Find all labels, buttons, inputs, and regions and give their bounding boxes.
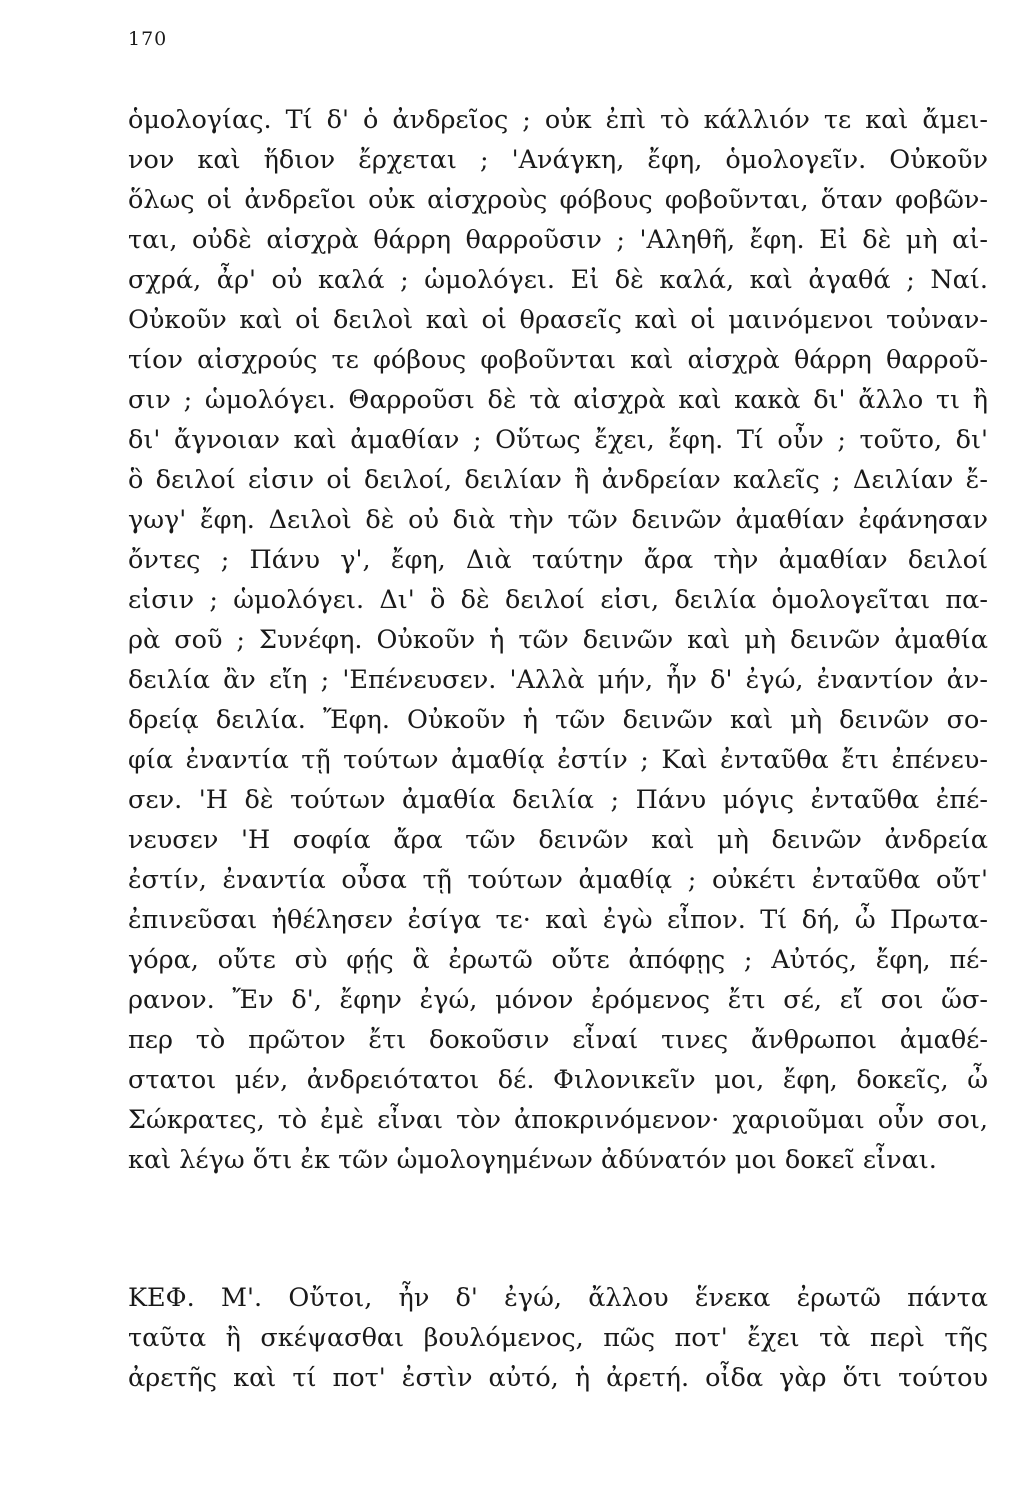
text-line: στατοι μέν, ἀνδρειότατοι δέ. Φιλονικεῖν μοι, ἔφη, δοκεῖς, ὦ [128, 1065, 988, 1095]
chapter-text-block [128, 1278, 988, 1398]
text-line: ὅλως οἱ ἀνδρεῖοι οὐκ αἰσχροὺς φόβους φοβοῦνται, ὅταν φοβῶν- [128, 185, 988, 215]
text-line: ἐπινεῦσαι ἠθέλησεν ἐσίγα τε· καὶ ἐγὼ εἶπον. Τί δή, ὦ Πρωτα- [128, 905, 988, 935]
text-line: ταῦτα ἢ σκέψασθαι βουλόμενος, πῶς ποτ' ἔχει τὰ περὶ τῆς [128, 1323, 988, 1353]
text-line: ἐστίν, ἐναντία οὖσα τῇ τούτων ἀμαθίᾳ ; οὐκέτι ἐνταῦθα οὔτ' [128, 865, 988, 895]
text-line: σχρά, ἆρ' οὐ καλά ; ὡμολόγει. Εἰ δὲ καλά, καὶ ἀγαθά ; Ναί. [128, 265, 988, 295]
text-line: ται, οὐδὲ αἰσχρὰ θάρρη θαρροῦσιν ; 'Αληθῆ, ἔφη. Εἰ δὲ μὴ αἰ- [128, 225, 988, 255]
text-line: νον καὶ ἥδιον ἔρχεται ; 'Ανάγκη, ἔφη, ὁμολογεῖν. Οὐκοῦν [128, 145, 988, 175]
text-line: εἰσιν ; ὡμολόγει. Δι' ὃ δὲ δειλοί εἰσι, δειλία ὁμολογεῖται πα- [128, 585, 988, 615]
text-line: γόρα, οὔτε σὺ φῄς ἃ ἐρωτῶ οὔτε ἀπόφῃς ; Αὐτός, ἔφη, πέ- [128, 945, 988, 975]
text-line: περ τὸ πρῶτον ἔτι δοκοῦσιν εἶναί τινες ἄνθρωποι ἀμαθέ- [128, 1025, 988, 1055]
text-line: Οὐκοῦν καὶ οἱ δειλοὶ καὶ οἱ θρασεῖς καὶ οἱ μαινόμενοι τοὐναν- [128, 305, 988, 335]
text-line: γωγ' ἔφη. Δειλοὶ δὲ οὐ διὰ τὴν τῶν δεινῶν ἀμαθίαν ἐφάνησαν [128, 505, 988, 535]
page-number: 170 [128, 28, 168, 50]
main-text-block [128, 100, 988, 1180]
text-line: Σώκρατες, τὸ ἐμὲ εἶναι τὸν ἀποκρινόμενον· χαριοῦμαι οὖν σοι, [128, 1105, 988, 1135]
text-line: δι' ἄγνοιαν καὶ ἀμαθίαν ; Οὕτως ἔχει, ἔφη. Τί οὖν ; τοῦτο, δι' [128, 425, 988, 455]
text-line: ὁμολογίας. Τί δ' ὁ ἀνδρεῖος ; οὐκ ἐπὶ τὸ κάλλιόν τε καὶ ἄμει- [128, 105, 988, 135]
text-line: ὄντες ; Πάνυ γ', ἔφη, Διὰ ταύτην ἄρα τὴν ἀμαθίαν δειλοί [128, 545, 988, 575]
text-line: σεν. 'Η δὲ τούτων ἀμαθία δειλία ; Πάνυ μόγις ἐνταῦθα ἐπέ- [128, 785, 988, 815]
text-line: δρείᾳ δειλία. Ἔφη. Οὐκοῦν ἡ τῶν δεινῶν καὶ μὴ δεινῶν σο- [128, 705, 988, 735]
text-line: σιν ; ὡμολόγει. Θαρροῦσι δὲ τὰ αἰσχρὰ καὶ κακὰ δι' ἄλλο τι ἢ [128, 385, 988, 415]
text-line: καὶ λέγω ὅτι ἐκ τῶν ὡμολογημένων ἀδύνατόν μοι δοκεῖ εἶναι. [128, 1145, 937, 1175]
text-line: ρὰ σοῦ ; Συνέφη. Οὐκοῦν ἡ τῶν δεινῶν καὶ μὴ δεινῶν ἀμαθία [128, 625, 988, 655]
text-line: ρανον. Ἔν δ', ἔφην ἐγώ, μόνον ἐρόμενος ἔτι σέ, εἴ σοι ὥσ- [128, 985, 988, 1015]
text-line: δειλία ἂν εἴη ; 'Επένευσεν. 'Αλλὰ μήν, ἦν δ' ἐγώ, ἐναντίον ἀν- [128, 665, 988, 695]
text-line: ἀρετῆς καὶ τί ποτ' ἐστὶν αὐτό, ἡ ἀρετή. οἶδα γὰρ ὅτι τούτου [128, 1363, 988, 1393]
text-line: τίον αἰσχρούς τε φόβους φοβοῦνται καὶ αἰσχρὰ θάρρη θαρροῦ- [128, 345, 988, 375]
text-line: φία ἐναντία τῇ τούτων ἀμαθίᾳ ἐστίν ; Καὶ ἐνταῦθα ἔτι ἐπένευ- [128, 745, 988, 775]
text-line: νευσεν 'Η σοφία ἄρα τῶν δεινῶν καὶ μὴ δεινῶν ἀνδρεία [128, 825, 988, 855]
text-line: ΚΕΦ. Μ'. Οὔτοι, ἦν δ' ἐγώ, ἄλλου ἕνεκα ἐρωτῶ πάντα [128, 1283, 988, 1313]
text-line: ὃ δειλοί εἰσιν οἱ δειλοί, δειλίαν ἢ ἀνδρείαν καλεῖς ; Δειλίαν ἔ- [128, 465, 988, 495]
